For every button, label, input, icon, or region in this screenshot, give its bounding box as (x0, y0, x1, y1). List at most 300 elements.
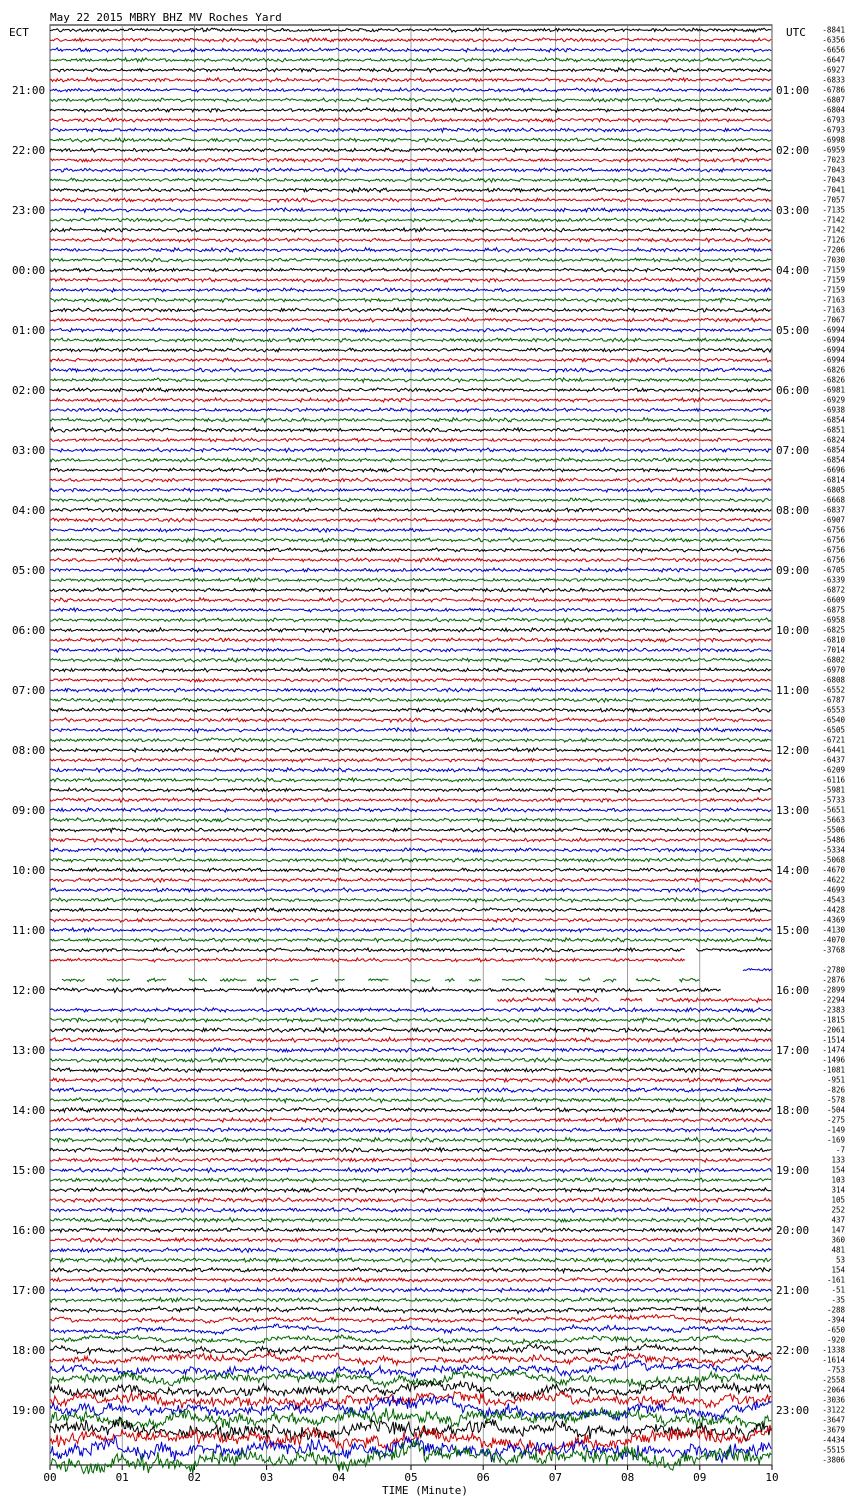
left-hour-label: 18:00 (12, 1344, 46, 1357)
trace-line (743, 969, 772, 971)
row-offset-label: -7142 (822, 215, 845, 225)
trace-line (50, 878, 771, 882)
row-offset-label: -3806 (822, 1455, 845, 1465)
row-offset-label: -5733 (822, 795, 845, 805)
trace-line (50, 798, 771, 803)
row-offset-label: -288 (826, 1305, 845, 1315)
left-hour-label: 09:00 (12, 804, 46, 817)
trace-line (50, 808, 771, 812)
row-offset-label: -6540 (822, 715, 845, 725)
row-offset-label: -650 (826, 1325, 845, 1335)
trace-line (50, 678, 771, 682)
right-hour-label: 17:00 (776, 1044, 810, 1057)
trace-line (50, 448, 771, 453)
row-offset-label: -6959 (822, 145, 845, 155)
row-offset-label: -6756 (822, 555, 845, 565)
trace-line (50, 1038, 771, 1043)
row-offset-label: -6814 (822, 475, 845, 485)
row-offset-label: 105 (831, 1195, 845, 1205)
trace-line (50, 1108, 771, 1113)
x-tick-label: 00 (43, 1471, 57, 1484)
right-hour-label: 04:00 (776, 264, 810, 277)
x-axis-label: TIME (Minute) (381, 1484, 469, 1497)
right-hour-label: 11:00 (776, 684, 810, 697)
row-offset-label: -7159 (822, 275, 845, 285)
trace-line (411, 979, 430, 982)
trace-line (50, 1288, 771, 1293)
trace-line (50, 68, 771, 72)
trace-line (50, 1228, 771, 1233)
left-hour-label: 22:00 (12, 144, 46, 157)
row-offset-label: -1474 (822, 1045, 845, 1055)
left-hour-label: 08:00 (12, 744, 46, 757)
row-offset-label: -1338 (822, 1345, 845, 1355)
x-tick-label: 04 (332, 1471, 346, 1484)
row-offset-label: -4699 (822, 885, 845, 895)
row-offset-label: -7043 (822, 165, 845, 175)
trace-line (50, 108, 771, 112)
trace-line (50, 358, 771, 362)
row-offset-label: -2899 (822, 985, 845, 995)
trace-line (50, 178, 771, 182)
row-offset-label: -6756 (822, 545, 845, 555)
axis-labels (12, 26, 845, 1485)
trace-line (50, 1268, 771, 1273)
row-offset-label: -6668 (822, 495, 845, 505)
trace-line (50, 188, 771, 192)
trace-line (50, 838, 771, 842)
trace-line (50, 738, 771, 742)
row-offset-label: -7067 (822, 315, 845, 325)
trace-line (50, 228, 771, 232)
trace-line (50, 758, 771, 762)
trace-line (50, 368, 771, 372)
left-hour-label: 17:00 (12, 1284, 46, 1297)
trace-line (50, 1198, 771, 1203)
row-offset-label: -6938 (822, 405, 845, 415)
trace-line (50, 1128, 771, 1133)
row-offset-label: -6793 (822, 115, 845, 125)
row-offset-label: -7163 (822, 305, 845, 315)
x-tick-label: 01 (115, 1471, 129, 1484)
row-offset-label: -6116 (822, 775, 845, 785)
row-offset-label: -2558 (822, 1375, 845, 1385)
trace-line (50, 1008, 771, 1013)
row-offset-label: -920 (826, 1335, 845, 1345)
row-offset-label: -6998 (822, 135, 845, 145)
trace-line (50, 498, 771, 502)
trace-line (50, 1248, 771, 1253)
trace-line (50, 1258, 771, 1263)
row-offset-label: -6437 (822, 755, 845, 765)
trace-line (50, 828, 771, 832)
left-hour-label: 05:00 (12, 564, 46, 577)
trace-line (50, 378, 771, 382)
trace-line (50, 1298, 771, 1303)
minute-gridlines (50, 25, 772, 1470)
row-offset-label: -6994 (822, 335, 845, 345)
row-offset-label: -6505 (822, 725, 845, 735)
row-offset-label: -7163 (822, 295, 845, 305)
trace-line (50, 128, 771, 132)
x-tick-label: 10 (765, 1471, 779, 1484)
trace-line (50, 698, 771, 702)
row-offset-label: -2061 (822, 1025, 845, 1035)
trace-line (50, 908, 771, 912)
left-timezone-label: ECT (9, 26, 29, 39)
right-hour-label: 15:00 (776, 924, 810, 937)
row-offset-label: -4369 (822, 915, 845, 925)
row-offset-label: -7057 (822, 195, 845, 205)
row-offset-label: -7142 (822, 225, 845, 235)
row-offset-label: -4070 (822, 935, 845, 945)
trace-line (50, 48, 771, 52)
trace-line (50, 558, 771, 562)
row-offset-label: -7126 (822, 235, 845, 245)
trace-line (50, 848, 771, 852)
trace-line (50, 518, 771, 522)
trace-line (50, 768, 771, 772)
trace-line (50, 958, 685, 962)
row-offset-label: 360 (831, 1235, 845, 1245)
trace-line (620, 998, 642, 1001)
row-offset-label: -7030 (822, 255, 845, 265)
row-offset-label: -6356 (822, 35, 845, 45)
x-tick-label: 02 (187, 1471, 202, 1484)
row-offset-label: -7159 (822, 285, 845, 295)
trace-line (50, 778, 771, 782)
row-offset-label: -7043 (822, 175, 845, 185)
right-hour-label: 09:00 (776, 564, 810, 577)
row-offset-label: -161 (826, 1275, 845, 1285)
row-offset-label: -35 (831, 1295, 845, 1305)
right-hour-label: 19:00 (776, 1164, 810, 1177)
trace-line (50, 1098, 771, 1103)
left-hour-label: 07:00 (12, 684, 46, 697)
trace-line (50, 508, 771, 512)
row-offset-label: 103 (831, 1175, 845, 1185)
row-offset-label: -6756 (822, 535, 845, 545)
trace-line (50, 318, 771, 322)
trace-line (50, 1208, 771, 1213)
right-hour-label: 02:00 (776, 144, 810, 157)
row-offset-label: -6609 (822, 595, 845, 605)
right-hour-label: 23:00 (776, 1404, 810, 1417)
trace-line (50, 1168, 771, 1173)
trace-line (469, 979, 481, 981)
trace-line (579, 978, 590, 981)
row-offset-label: 314 (831, 1185, 845, 1195)
row-offset-label: -5506 (822, 825, 845, 835)
row-offset-label: 437 (831, 1215, 845, 1225)
left-hour-label: 19:00 (12, 1404, 46, 1417)
row-offset-label: -6994 (822, 355, 845, 365)
trace-line (50, 548, 771, 552)
trace-line (50, 788, 771, 792)
trace-line (50, 328, 771, 332)
trace-line (50, 858, 771, 862)
row-offset-label: -7135 (822, 205, 845, 215)
row-offset-label: -4434 (822, 1435, 845, 1445)
trace-line (50, 388, 771, 392)
row-offset-label: -275 (826, 1115, 845, 1125)
row-offset-label: -6441 (822, 745, 845, 755)
row-offset-label: 154 (831, 1165, 845, 1175)
right-hour-label: 20:00 (776, 1224, 810, 1237)
row-offset-label: -7 (835, 1145, 845, 1155)
row-offset-label: -6696 (822, 465, 845, 475)
trace-line (50, 728, 771, 732)
trace-line (679, 978, 699, 981)
row-offset-label: -826 (826, 1085, 845, 1095)
row-offset-label: -5068 (822, 855, 845, 865)
right-hour-label: 05:00 (776, 324, 810, 337)
row-offset-label: -7023 (822, 155, 845, 165)
trace-line (50, 1028, 771, 1033)
x-tick-label: 05 (404, 1471, 418, 1484)
trace-line (50, 1068, 771, 1073)
row-offset-label: -5981 (822, 785, 845, 795)
trace-line (147, 978, 166, 981)
row-offset-label: 133 (831, 1155, 845, 1165)
trace-line (368, 979, 388, 981)
trace-line (445, 979, 455, 982)
trace-line (545, 979, 567, 981)
trace-line (50, 898, 771, 902)
left-hour-label: 02:00 (12, 384, 46, 397)
left-hour-label: 04:00 (12, 504, 46, 517)
row-offset-label: -6970 (822, 665, 845, 675)
row-offset-label: -169 (826, 1135, 845, 1145)
left-hour-label: 00:00 (12, 264, 46, 277)
row-offset-label: -149 (826, 1125, 845, 1135)
trace-line (50, 928, 771, 932)
trace-line (50, 988, 721, 993)
left-hour-label: 03:00 (12, 444, 46, 457)
trace-line (50, 218, 771, 222)
trace-line (50, 78, 771, 82)
row-offset-label: -6854 (822, 415, 845, 425)
left-hour-label: 16:00 (12, 1224, 46, 1237)
trace-line (50, 1078, 771, 1083)
right-hour-label: 13:00 (776, 804, 810, 817)
trace-line (50, 488, 771, 492)
row-offset-label: -6787 (822, 695, 845, 705)
row-offset-label: -5651 (822, 805, 845, 815)
x-tick-label: 07 (548, 1471, 563, 1484)
row-offset-label: -6872 (822, 585, 845, 595)
trace-line (50, 1158, 771, 1162)
trace-line (50, 528, 771, 532)
trace-line (50, 238, 771, 242)
trace-line (50, 588, 771, 592)
trace-line (50, 688, 771, 692)
row-offset-label: -6810 (822, 635, 845, 645)
row-offset-label: -6209 (822, 765, 845, 775)
row-offset-label: -6553 (822, 705, 845, 715)
row-offset-label: -6994 (822, 345, 845, 355)
trace-line (50, 748, 771, 752)
left-hour-label: 23:00 (12, 204, 46, 217)
trace-line (50, 1058, 771, 1063)
trace-line (563, 998, 599, 1002)
row-offset-label: -6927 (822, 65, 845, 75)
right-hour-label: 21:00 (776, 1284, 810, 1297)
row-offset-label: -2064 (822, 1385, 845, 1395)
trace-line (50, 618, 771, 622)
row-offset-label: -6854 (822, 445, 845, 455)
trace-line (50, 398, 771, 402)
trace-line (50, 648, 771, 652)
trace-line (50, 598, 771, 602)
row-offset-label: -6805 (822, 485, 845, 495)
row-offset-label: -2780 (822, 965, 845, 975)
trace-line (50, 88, 771, 92)
trace-line (50, 58, 771, 62)
row-offset-label: -1081 (822, 1065, 845, 1075)
trace-line (50, 168, 771, 172)
trace-line (50, 1048, 771, 1053)
x-tick-label: 03 (259, 1471, 274, 1484)
row-offset-label: -6756 (822, 525, 845, 535)
left-hour-label: 12:00 (12, 984, 46, 997)
left-hour-label: 11:00 (12, 924, 46, 937)
row-offset-label: -7014 (822, 645, 845, 655)
row-offset-label: -2294 (822, 995, 845, 1005)
row-offset-label: -3122 (822, 1405, 845, 1415)
row-offset-label: -1496 (822, 1055, 845, 1065)
row-offset-label: -753 (826, 1365, 845, 1375)
trace-line (50, 1088, 771, 1093)
row-offset-label: -6807 (822, 95, 845, 105)
left-hour-label: 21:00 (12, 84, 46, 97)
row-offset-label: -2383 (822, 1005, 845, 1015)
row-offset-label: -6804 (822, 105, 845, 115)
row-offset-label: -5486 (822, 835, 845, 845)
trace-line (50, 1238, 771, 1242)
row-offset-label: -6851 (822, 425, 845, 435)
row-offset-label: -3679 (822, 1425, 845, 1435)
trace-line (50, 158, 771, 162)
trace-line (50, 1315, 771, 1324)
row-offset-label: -4622 (822, 875, 845, 885)
right-hour-label: 06:00 (776, 384, 810, 397)
trace-line (50, 1278, 771, 1283)
trace-line (50, 1307, 771, 1314)
row-offset-label: -6647 (822, 55, 845, 65)
trace-line (50, 468, 771, 472)
row-offset-label: -3768 (822, 945, 845, 955)
trace-line (50, 208, 771, 212)
trace-line (107, 979, 130, 982)
row-offset-label: 154 (831, 1265, 845, 1275)
row-offset-label: -6825 (822, 625, 845, 635)
row-offset-label: -6786 (822, 85, 845, 95)
row-offset-label: -2876 (822, 975, 845, 985)
trace-line (50, 478, 771, 482)
row-offset-label: -7041 (822, 185, 845, 195)
row-offset-label: 252 (831, 1205, 845, 1215)
left-hour-label: 06:00 (12, 624, 46, 637)
row-offset-label: -1815 (822, 1015, 845, 1025)
row-offset-label: -7159 (822, 265, 845, 275)
row-offset-label: -51 (831, 1285, 845, 1295)
row-offset-label: -6339 (822, 575, 845, 585)
trace-line (50, 418, 771, 422)
trace-line (50, 198, 771, 202)
row-offset-label: -504 (826, 1105, 845, 1115)
right-timezone-label: UTC (786, 26, 806, 39)
left-hour-label: 15:00 (12, 1164, 46, 1177)
trace-line (50, 1178, 771, 1183)
trace-line (62, 979, 85, 981)
trace-line (50, 578, 771, 582)
row-offset-label: -6552 (822, 685, 845, 695)
right-hour-label: 14:00 (776, 864, 810, 877)
row-offset-label: -6656 (822, 45, 845, 55)
trace-line (189, 978, 207, 981)
row-offset-label: -6824 (822, 435, 845, 445)
right-hour-label: 16:00 (776, 984, 810, 997)
trace-line (50, 458, 771, 462)
left-hour-label: 14:00 (12, 1104, 46, 1117)
trace-line (50, 1188, 771, 1193)
trace-line (50, 118, 771, 122)
trace-line (50, 718, 771, 722)
trace-line (311, 980, 318, 982)
trace-line (50, 1335, 771, 1345)
trace-line (50, 668, 771, 672)
row-offset-label: -6808 (822, 675, 845, 685)
trace-line (50, 1352, 771, 1366)
right-hour-label: 07:00 (776, 444, 810, 457)
trace-line (335, 979, 345, 981)
trace-line (696, 948, 772, 951)
row-offset-label: -3036 (822, 1395, 845, 1405)
trace-line (50, 918, 771, 922)
row-offset-label: -7206 (822, 245, 845, 255)
left-hour-label: 10:00 (12, 864, 46, 877)
row-offset-label: -1514 (822, 1035, 845, 1045)
row-offset-label: -6875 (822, 605, 845, 615)
row-offset-label: -394 (826, 1315, 845, 1325)
row-offset-label: -4543 (822, 895, 845, 905)
trace-line (50, 818, 771, 822)
right-hour-label: 12:00 (776, 744, 810, 757)
trace-line (498, 998, 556, 1003)
trace-line (50, 628, 771, 633)
trace-line (50, 608, 771, 612)
row-offset-label: -6907 (822, 515, 845, 525)
trace-line (50, 428, 771, 432)
trace-line (290, 979, 298, 981)
trace-line (50, 38, 771, 42)
x-tick-label: 08 (620, 1471, 635, 1484)
trace-line (50, 308, 771, 312)
trace-line (50, 938, 771, 942)
right-hour-label: 03:00 (776, 204, 810, 217)
trace-line (50, 408, 771, 412)
row-offset-label: -6958 (822, 615, 845, 625)
row-offset-label: -4130 (822, 925, 845, 935)
trace-line (50, 278, 771, 283)
row-offset-label: -8841 (822, 25, 845, 35)
trace-line (50, 708, 771, 712)
trace-line (50, 338, 771, 342)
trace-line (50, 148, 771, 152)
right-hour-label: 10:00 (776, 624, 810, 637)
trace-line (50, 288, 771, 292)
